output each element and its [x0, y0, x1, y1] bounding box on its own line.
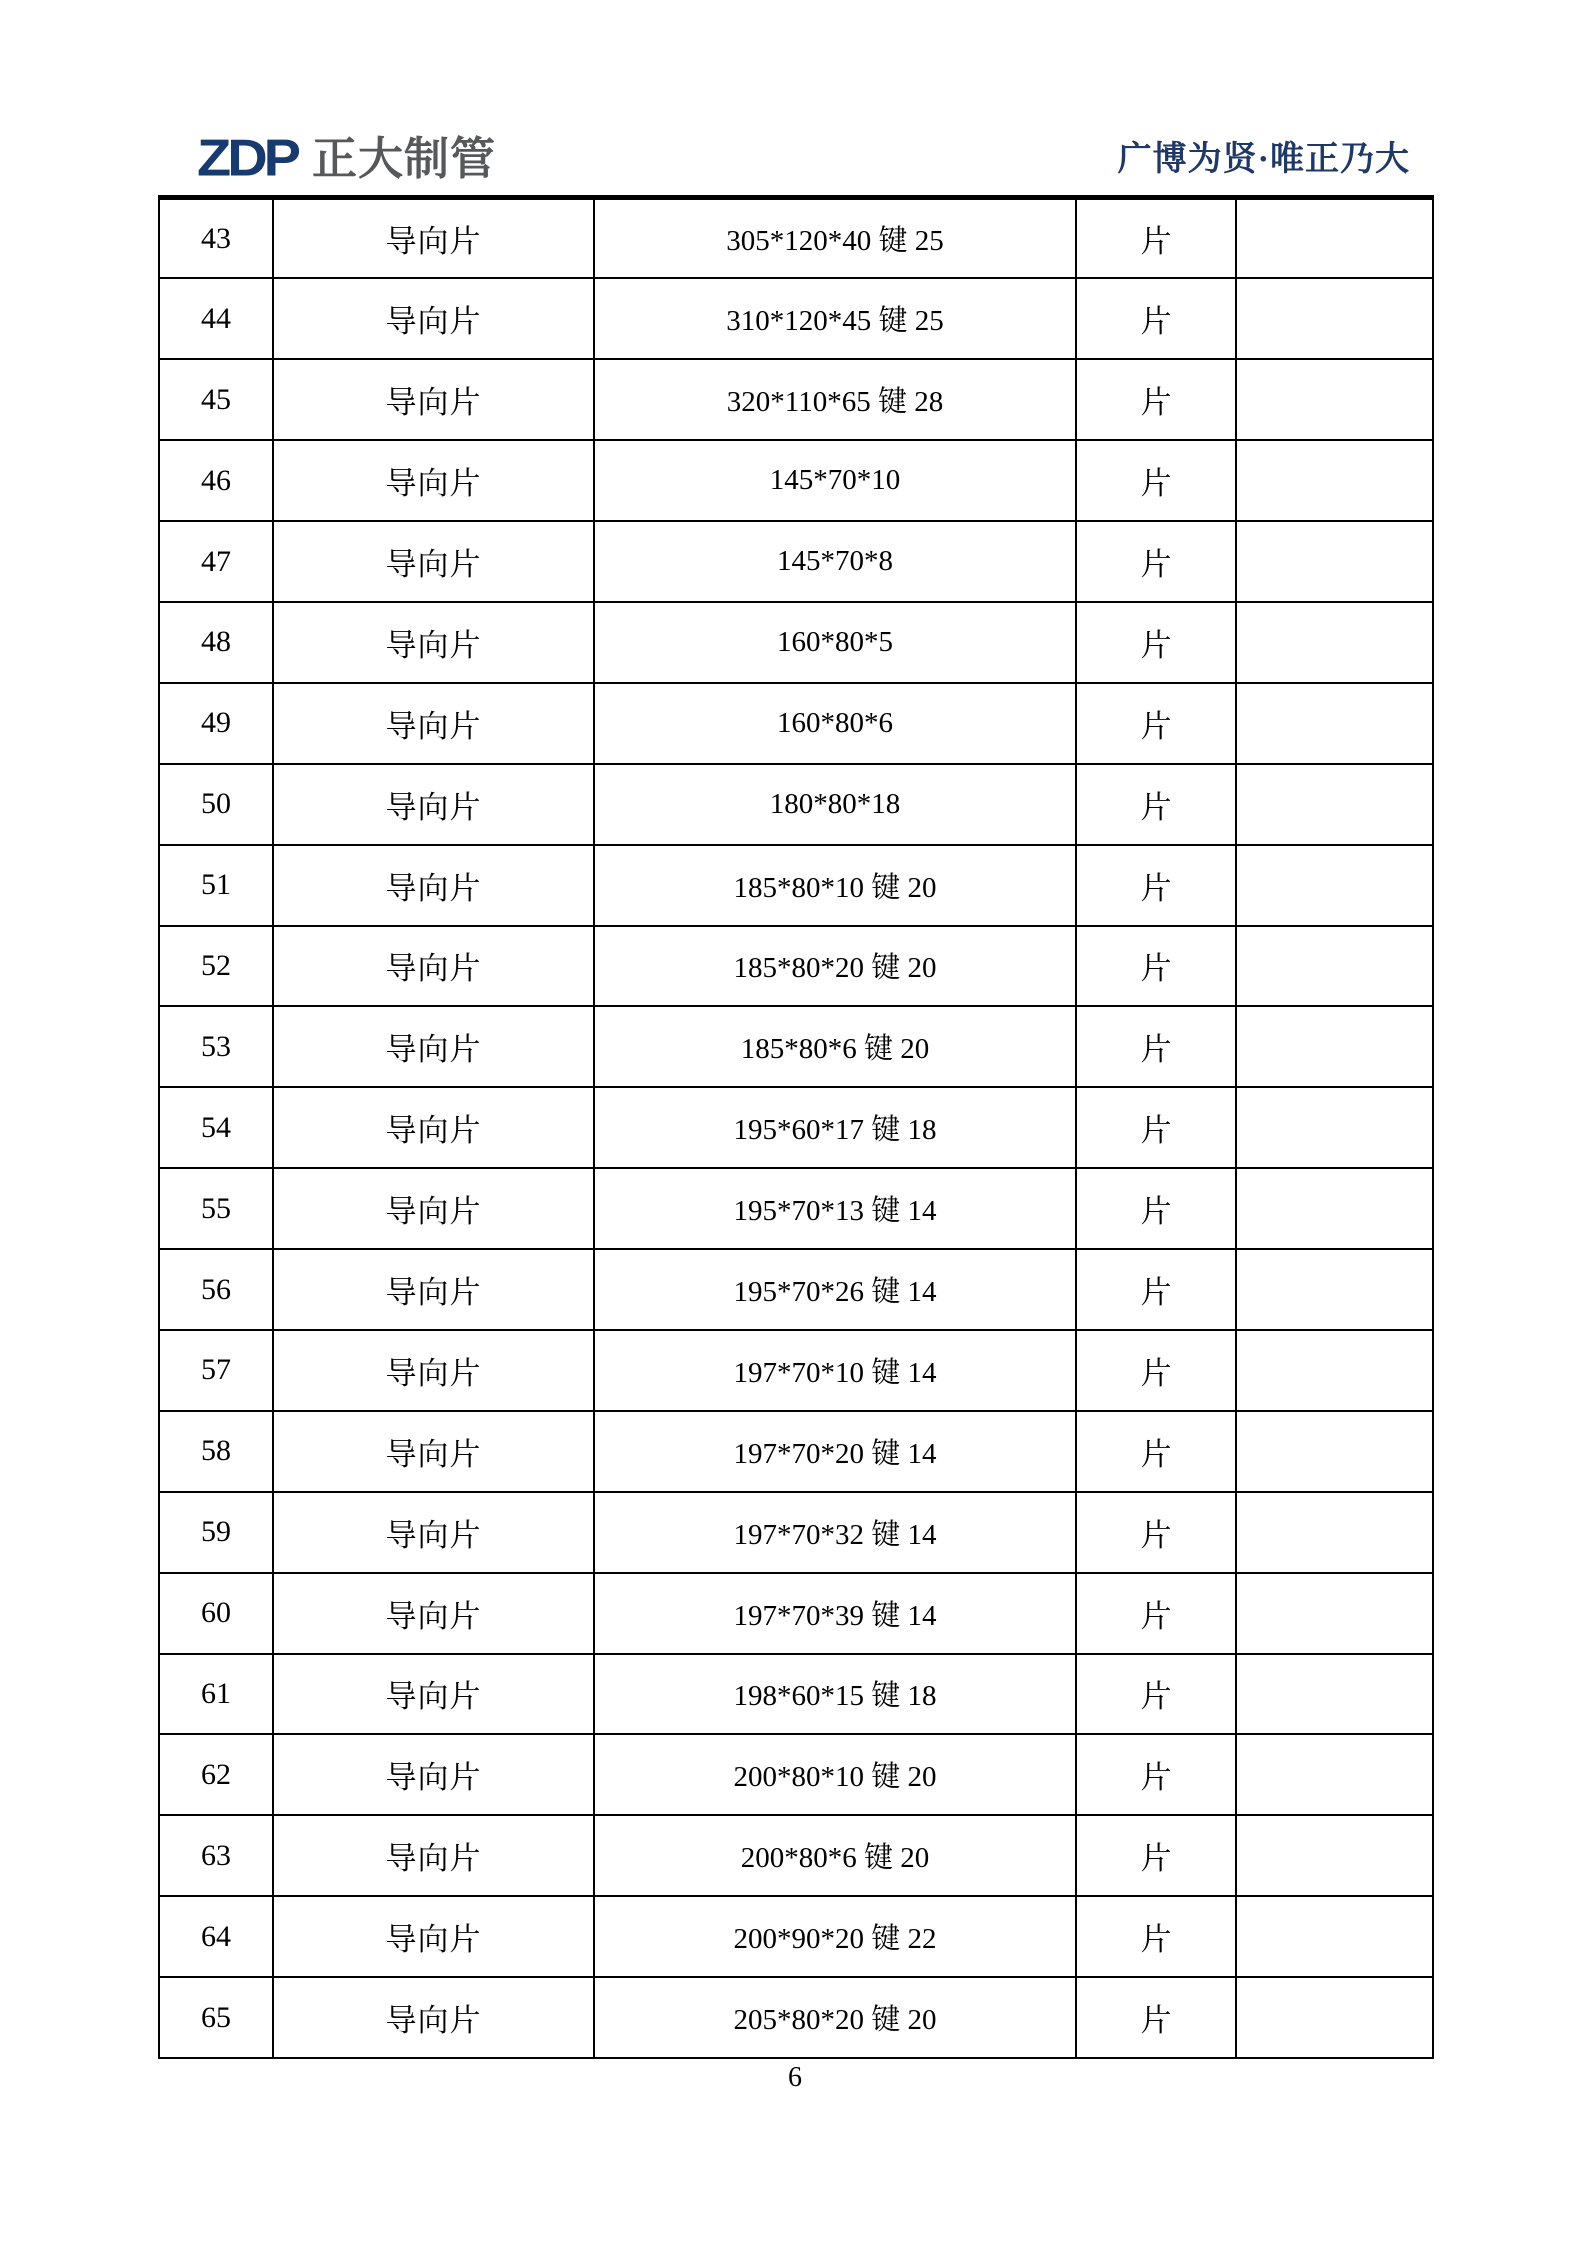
item-note: [1236, 1168, 1433, 1249]
item-note: [1236, 1896, 1433, 1977]
item-name: 导向片: [273, 1330, 594, 1411]
item-name: 导向片: [273, 440, 594, 521]
item-name: 导向片: [273, 1249, 594, 1330]
item-unit: 片: [1076, 845, 1236, 926]
item-unit: 片: [1076, 1330, 1236, 1411]
item-note: [1236, 1006, 1433, 1087]
item-spec: 180*80*18: [594, 764, 1076, 845]
item-note: [1236, 1815, 1433, 1896]
table-row: [159, 278, 1433, 359]
item-name: 导向片: [273, 1411, 594, 1492]
table-row: [159, 764, 1433, 845]
row-number: 61: [159, 1654, 273, 1735]
item-unit: 片: [1076, 440, 1236, 521]
item-note: [1236, 1330, 1433, 1411]
row-number: 60: [159, 1573, 273, 1654]
item-unit: 片: [1076, 1087, 1236, 1168]
item-note: [1236, 1249, 1433, 1330]
item-spec: 185*80*6 键 20: [594, 1006, 1076, 1087]
item-unit: 片: [1076, 1815, 1236, 1896]
item-unit: 片: [1076, 1573, 1236, 1654]
item-note: [1236, 1573, 1433, 1654]
row-number: 62: [159, 1734, 273, 1815]
item-spec: 198*60*15 键 18: [594, 1654, 1076, 1735]
item-note: [1236, 1654, 1433, 1735]
row-number: 59: [159, 1492, 273, 1573]
item-unit: 片: [1076, 1249, 1236, 1330]
item-spec: 200*80*10 键 20: [594, 1734, 1076, 1815]
item-spec: 197*70*32 键 14: [594, 1492, 1076, 1573]
item-unit: 片: [1076, 198, 1236, 279]
item-name: 导向片: [273, 359, 594, 440]
spec-table-body: [159, 198, 1433, 2058]
table-row: [159, 683, 1433, 764]
table-row: [159, 1573, 1433, 1654]
item-note: [1236, 1087, 1433, 1168]
row-number: 64: [159, 1896, 273, 1977]
item-note: [1236, 521, 1433, 602]
item-note: [1236, 1411, 1433, 1492]
table-row: [159, 1006, 1433, 1087]
item-unit: 片: [1076, 1411, 1236, 1492]
row-number: 63: [159, 1815, 273, 1896]
row-number: 45: [159, 359, 273, 440]
row-number: 46: [159, 440, 273, 521]
item-note: [1236, 359, 1433, 440]
row-number: 53: [159, 1006, 273, 1087]
row-number: 43: [159, 198, 273, 279]
item-spec: 305*120*40 键 25: [594, 198, 1076, 279]
row-number: 57: [159, 1330, 273, 1411]
item-note: [1236, 440, 1433, 521]
item-spec: 160*80*6: [594, 683, 1076, 764]
table-row: [159, 845, 1433, 926]
item-name: 导向片: [273, 1815, 594, 1896]
table-row: [159, 1330, 1433, 1411]
table-row: [159, 1977, 1433, 2058]
item-note: [1236, 1977, 1433, 2058]
item-name: 导向片: [273, 278, 594, 359]
item-spec: 200*90*20 键 22: [594, 1896, 1076, 1977]
table-row: [159, 1896, 1433, 1977]
row-number: 56: [159, 1249, 273, 1330]
table-row: [159, 440, 1433, 521]
table-row: [159, 602, 1433, 683]
item-unit: 片: [1076, 278, 1236, 359]
row-number: 44: [159, 278, 273, 359]
item-name: 导向片: [273, 1896, 594, 1977]
row-number: 55: [159, 1168, 273, 1249]
row-number: 52: [159, 926, 273, 1007]
item-unit: 片: [1076, 1006, 1236, 1087]
item-note: [1236, 1492, 1433, 1573]
item-note: [1236, 926, 1433, 1007]
row-number: 49: [159, 683, 273, 764]
item-name: 导向片: [273, 764, 594, 845]
item-note: [1236, 764, 1433, 845]
spec-table: [158, 195, 1434, 2059]
table-row: [159, 926, 1433, 1007]
item-name: 导向片: [273, 1168, 594, 1249]
item-unit: 片: [1076, 1654, 1236, 1735]
table-row: [159, 1734, 1433, 1815]
item-unit: 片: [1076, 683, 1236, 764]
item-note: [1236, 602, 1433, 683]
table-row: [159, 1087, 1433, 1168]
row-number: 54: [159, 1087, 273, 1168]
item-spec: 185*80*10 键 20: [594, 845, 1076, 926]
row-number: 51: [159, 845, 273, 926]
item-name: 导向片: [273, 1977, 594, 2058]
item-spec: 197*70*10 键 14: [594, 1330, 1076, 1411]
item-spec: 310*120*45 键 25: [594, 278, 1076, 359]
item-unit: 片: [1076, 926, 1236, 1007]
item-note: [1236, 278, 1433, 359]
row-number: 48: [159, 602, 273, 683]
row-number: 47: [159, 521, 273, 602]
item-name: 导向片: [273, 1734, 594, 1815]
item-name: 导向片: [273, 198, 594, 279]
item-spec: 197*70*39 键 14: [594, 1573, 1076, 1654]
row-number: 50: [159, 764, 273, 845]
item-name: 导向片: [273, 1087, 594, 1168]
item-spec: 145*70*8: [594, 521, 1076, 602]
item-name: 导向片: [273, 1573, 594, 1654]
item-name: 导向片: [273, 1492, 594, 1573]
item-unit: 片: [1076, 602, 1236, 683]
page-number: 6: [788, 2062, 802, 2093]
table-row: [159, 198, 1433, 279]
row-number: 58: [159, 1411, 273, 1492]
item-spec: 320*110*65 键 28: [594, 359, 1076, 440]
header-slogan: 广博为贤·唯正乃大: [1117, 141, 1410, 178]
table-row: [159, 359, 1433, 440]
company-logo: [197, 128, 497, 187]
item-spec: 200*80*6 键 20: [594, 1815, 1076, 1896]
item-name: 导向片: [273, 1654, 594, 1735]
item-spec: 195*70*13 键 14: [594, 1168, 1076, 1249]
item-spec: 145*70*10: [594, 440, 1076, 521]
table-row: [159, 1249, 1433, 1330]
item-unit: 片: [1076, 521, 1236, 602]
item-note: [1236, 845, 1433, 926]
table-row: [159, 1815, 1433, 1896]
item-spec: 197*70*20 键 14: [594, 1411, 1076, 1492]
item-unit: 片: [1076, 764, 1236, 845]
item-name: 导向片: [273, 521, 594, 602]
item-unit: 片: [1076, 1734, 1236, 1815]
item-unit: 片: [1076, 1492, 1236, 1573]
row-number: 65: [159, 1977, 273, 2058]
item-name: 导向片: [273, 845, 594, 926]
zdp-logo-icon: ZDP: [197, 128, 297, 187]
table-row: [159, 1492, 1433, 1573]
item-unit: 片: [1076, 359, 1236, 440]
item-name: 导向片: [273, 683, 594, 764]
item-spec: 205*80*20 键 20: [594, 1977, 1076, 2058]
item-note: [1236, 683, 1433, 764]
item-note: [1236, 1734, 1433, 1815]
item-unit: 片: [1076, 1168, 1236, 1249]
company-name: 正大制管: [312, 132, 497, 184]
item-unit: 片: [1076, 1977, 1236, 2058]
item-spec: 185*80*20 键 20: [594, 926, 1076, 1007]
item-spec: 195*60*17 键 18: [594, 1087, 1076, 1168]
table-row: [159, 1168, 1433, 1249]
item-unit: 片: [1076, 1896, 1236, 1977]
item-spec: 160*80*5: [594, 602, 1076, 683]
table-row: [159, 1654, 1433, 1735]
item-name: 导向片: [273, 1006, 594, 1087]
item-name: 导向片: [273, 602, 594, 683]
item-note: [1236, 198, 1433, 279]
table-row: [159, 1411, 1433, 1492]
table-row: [159, 521, 1433, 602]
item-spec: 195*70*26 键 14: [594, 1249, 1076, 1330]
item-name: 导向片: [273, 926, 594, 1007]
